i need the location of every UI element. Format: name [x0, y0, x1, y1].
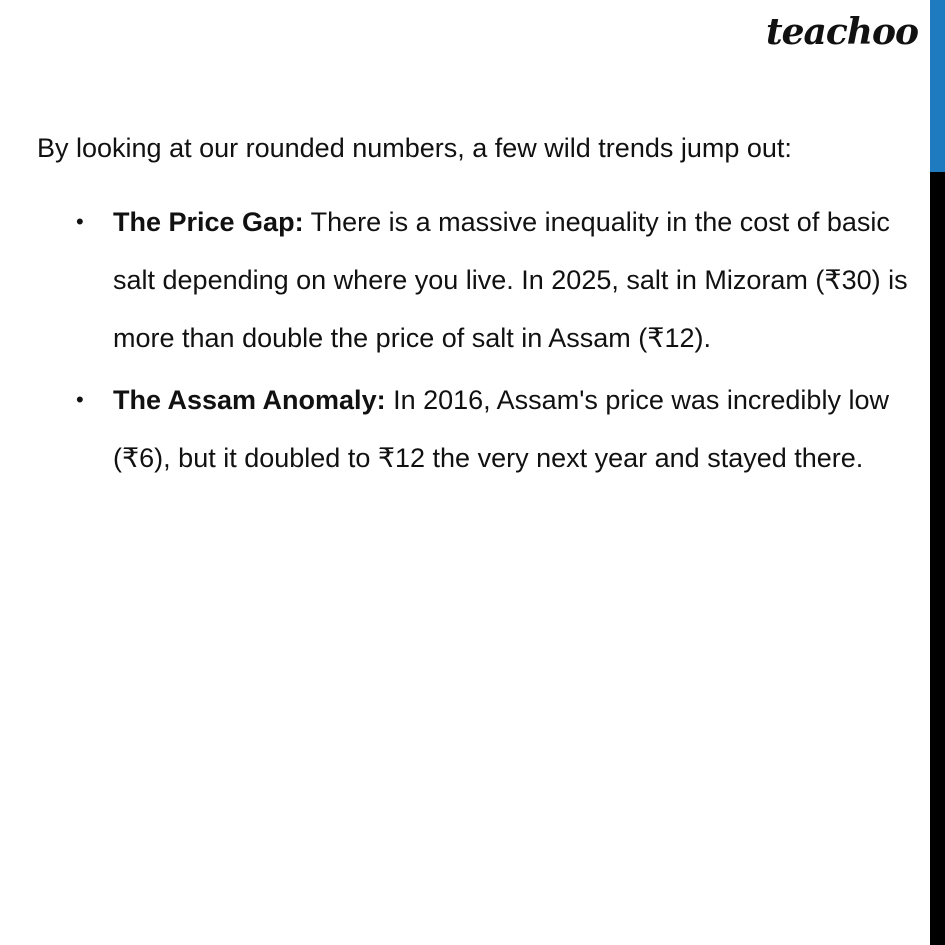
bullet-text: In 2016, Assam's price was incredibly low (₹6), but it doubled to ₹12 the very next year and stayed there.	[113, 385, 889, 473]
intro-text: By looking at our rounded numbers, a few wild trends jump out:	[37, 133, 792, 163]
bullet-dot-icon: •	[76, 387, 84, 412]
bullet-label: The Assam Anomaly:	[113, 385, 386, 415]
teachoo-logo: teachoo	[766, 11, 918, 53]
bullet-item-price-gap	[0, 193, 920, 367]
bullet-list	[0, 193, 920, 491]
sidebar-accent	[930, 0, 945, 172]
bullet-dot-icon: •	[76, 209, 84, 234]
bullet-label: The Price Gap:	[113, 207, 304, 237]
bullet-item-assam-anomaly	[0, 371, 920, 487]
bullet-text: There is a massive inequality in the cost of basic salt depending on where you live. In 2025, salt in Mizoram (₹30) is more than double the price of salt in Assam (₹12).	[113, 207, 908, 353]
